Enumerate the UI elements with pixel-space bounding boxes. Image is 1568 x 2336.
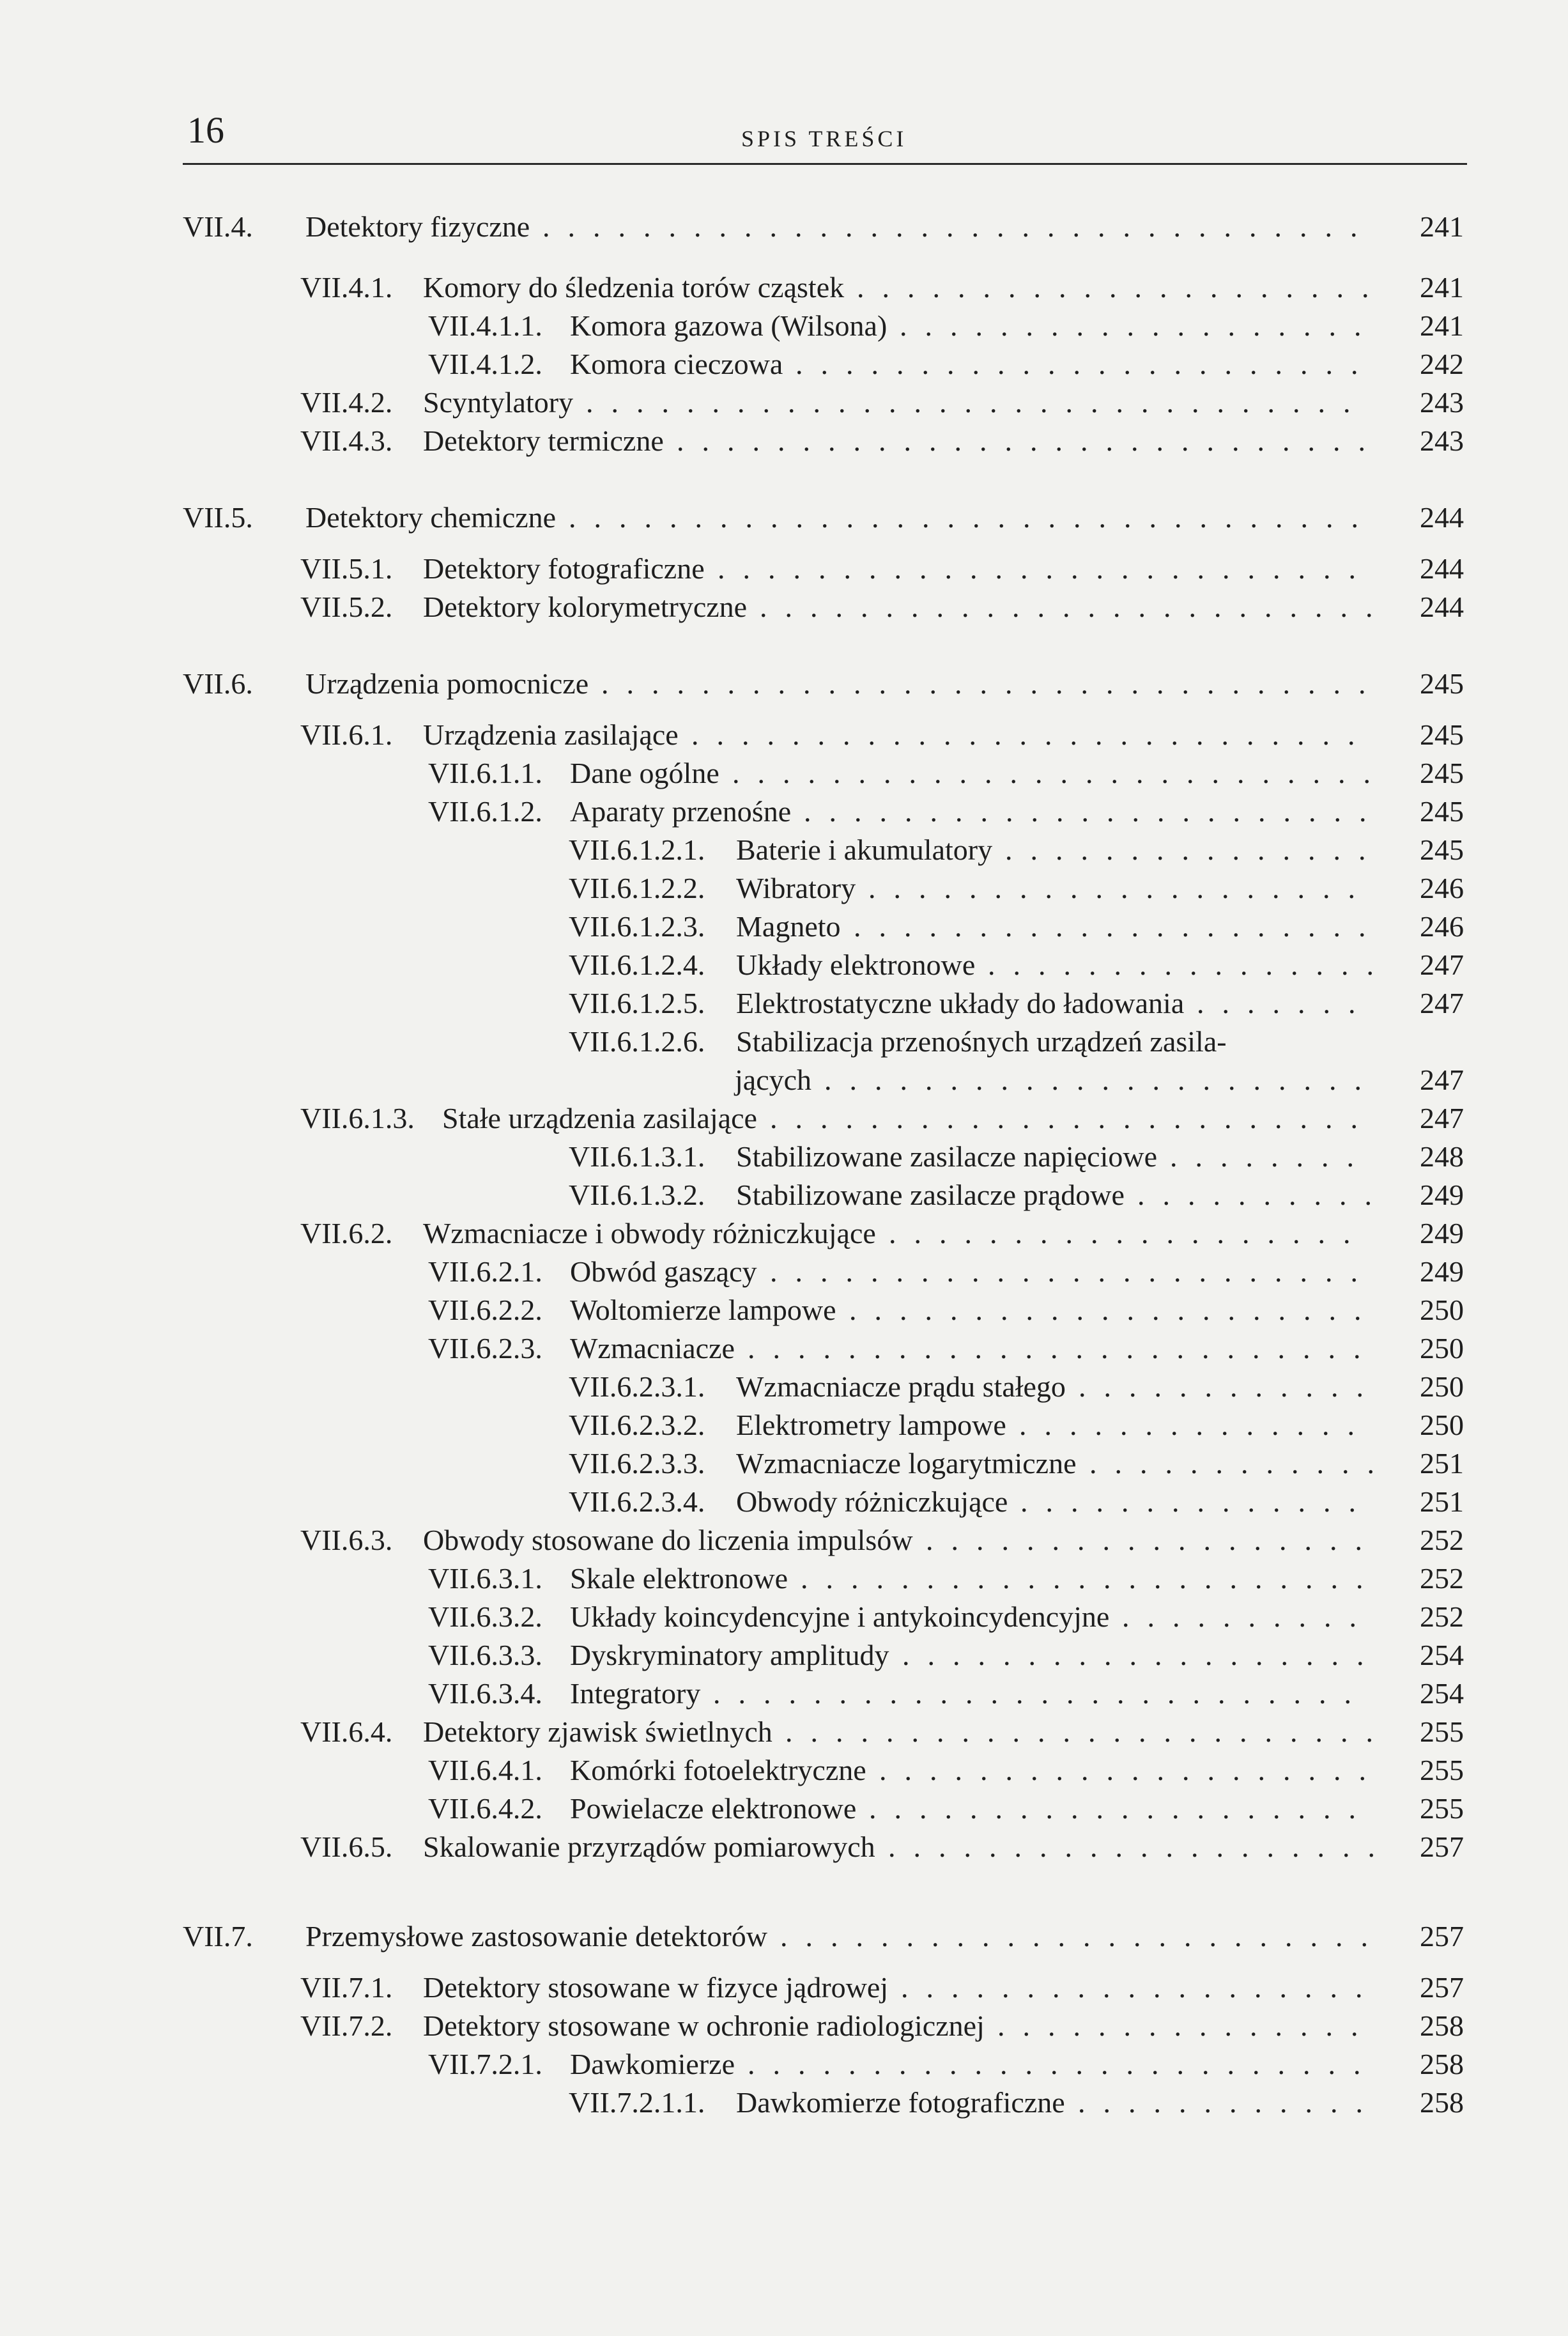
dot-leader: ................... [900,309,1380,342]
toc-entry-code: VII.6.1.3.2. [569,1179,705,1211]
toc-entry-title: Integratory [570,1677,701,1710]
dot-leader: ..................... [857,271,1387,304]
toc-entry-page: 255 [1420,1792,1464,1825]
toc-entry-page: 250 [1420,1294,1464,1326]
toc-entry [0,1969,1482,2007]
toc-entry [0,1061,1482,1099]
toc-entry [0,2045,1482,2084]
toc-entry-page: 258 [1420,2048,1464,2080]
dot-leader: ........................ [780,1920,1386,1953]
toc-entry [0,550,1482,588]
dot-leader: ............... [1005,833,1384,866]
toc-entry-code: VII.6.1.1. [428,757,542,789]
toc-entry-code: VII.7.1. [300,1971,393,2004]
dot-leader: ........................ [785,1715,1391,1748]
toc-entry-page: 258 [1420,2009,1464,2042]
toc-entry-page: 249 [1420,1255,1464,1288]
dot-leader: ............ [1079,1370,1381,1403]
toc-entry-title: Detektory stosowane w fizyce jądrowej [423,1971,889,2004]
toc-entry-page: 244 [1420,591,1464,623]
dot-leader: .................... [888,1830,1393,1863]
toc-entry [0,1291,1482,1329]
toc-entry [0,1214,1482,1253]
toc-entry-page: 257 [1420,1830,1464,1863]
toc-entry-code: VII.6.2. [300,1217,393,1249]
toc-entry-title: Wzmacniacze logarytmiczne [736,1447,1077,1480]
toc-entry-code: VII.6.1.2.6. [569,1025,705,1058]
toc-entry-code: VII.6.3.3. [428,1639,542,1671]
toc-entry-title: Wibratory [736,872,856,904]
toc-entry-page: 250 [1420,1409,1464,1441]
toc-entry-page: 247 [1420,1102,1464,1134]
toc-entry [0,588,1482,626]
toc-entry-title: Detektory chemiczne [305,501,557,534]
dot-leader: ........................ [770,1255,1376,1288]
dot-leader: ................................ [569,501,1376,534]
toc-entry-page: 245 [1420,795,1464,828]
dot-leader: .......................... [718,552,1374,585]
dot-leader: ................... [901,1971,1381,2004]
toc-entry [0,946,1482,984]
toc-entry-title: Elektrostatyczne układy do ładowania [736,987,1185,1019]
toc-entry-title: Stabilizacja przenośnych urządzeń zasila- [736,1025,1227,1058]
dot-leader: ............................ [677,424,1383,457]
toc-entry [0,1099,1482,1138]
toc-entry-code: VII.6.5. [300,1830,393,1863]
toc-entry-code: VII.6.3. [300,1524,393,1556]
toc-entry [0,1828,1482,1866]
toc-entry-code: VII.6.1.2.1. [569,833,705,866]
dot-leader: ..................... [854,910,1384,943]
toc-entry-code: VII.7.2. [300,2009,393,2042]
toc-entry [0,1138,1482,1176]
toc-entry-page: 257 [1420,1920,1464,1953]
toc-entry [0,793,1482,831]
toc-entry-code: VII.5.2. [300,591,393,623]
toc-entry [0,1790,1482,1828]
toc-entry-title: Stałe urządzenia zasilające [442,1102,757,1134]
dot-leader: .................... [868,872,1373,904]
toc-entry-code: VII.6.3.2. [428,1600,542,1633]
toc-entry-page: 251 [1420,1447,1464,1480]
toc-entry-page: 252 [1420,1600,1464,1633]
toc-entry-code: VII.6.4. [300,1715,393,1748]
toc-entry [0,754,1482,793]
toc-entry [0,1559,1482,1598]
toc-entry-page: 257 [1420,1971,1464,2004]
toc-entry [0,1023,1482,1061]
toc-entry-title: Elektrometry lampowe [736,1409,1006,1441]
toc-entry [0,422,1482,460]
toc-entry [0,831,1482,869]
toc-entry [0,1483,1482,1521]
toc-entry [0,2007,1482,2045]
toc-entry-page: 252 [1420,1524,1464,1556]
toc-entry-page: 254 [1420,1639,1464,1671]
toc-entry [0,307,1482,345]
dot-leader: .................... [869,1792,1374,1825]
toc-entry [0,1329,1482,1368]
page-number: 16 [187,109,224,151]
toc-entry-page: 244 [1420,501,1464,534]
toc-entry-page: 241 [1420,210,1464,243]
toc-entry-code: VII.6.4.1. [428,1754,542,1786]
dot-leader: ...................... [824,1064,1380,1096]
toc-entry [0,665,1482,703]
toc-entry-page: 254 [1420,1677,1464,1710]
toc-entry-code: VII.4.1. [300,271,393,304]
toc-entry-page: 245 [1420,718,1464,751]
toc-entry-title: Scyntylatory [423,386,574,419]
dot-leader: ............ [1078,2086,1381,2119]
dot-leader: ................... [902,1639,1382,1671]
toc-entry [0,908,1482,946]
toc-entry-page: 245 [1420,757,1464,789]
toc-entry-title: Powielacze elektronowe [570,1792,857,1825]
toc-entry-code: VII.6.1.2.5. [569,987,705,1019]
toc-entry-code: VII.6. [183,667,253,700]
toc-entry-title: Dawkomierze fotograficzne [736,2086,1065,2119]
toc-entry [0,345,1482,383]
dot-leader: ....................... [801,1562,1381,1595]
toc-entry-page: 246 [1420,910,1464,943]
dot-leader: ........................... [691,718,1373,751]
toc-entry-title: Stabilizowane zasilacze napięciowe [736,1140,1158,1173]
toc-entry-page: 252 [1420,1562,1464,1595]
toc-entry [0,1406,1482,1444]
toc-entry [0,2084,1482,2122]
toc-entry-code: VII.4. [183,210,253,243]
dot-leader: ................... [889,1217,1369,1249]
toc-entry-code: VII.6.2.3.2. [569,1409,705,1441]
toc-entry-code: VII.7. [183,1920,253,1953]
toc-entry-page: 250 [1420,1332,1464,1365]
toc-entry [0,1176,1482,1214]
toc-entry-code: VII.5.1. [300,552,393,585]
toc-entry-code: VII.5. [183,501,253,534]
dot-leader: ..................... [849,1294,1380,1326]
dot-leader: ......................... [748,2048,1379,2080]
toc-entry-title: Aparaty przenośne [570,795,792,828]
toc-entry [0,716,1482,754]
toc-entry-page: 247 [1420,948,1464,981]
toc-entry-title: jących [735,1064,812,1096]
toc-entry-title: Obwody różniczkujące [736,1485,1008,1518]
toc-entry-code: VII.6.3.1. [428,1562,542,1595]
toc-entry-title: Wzmacniacze i obwody różniczkujące [423,1217,876,1249]
toc-entry-code: VII.4.1.2. [428,348,542,380]
toc-entry-title: Dyskryminatory amplitudy [570,1639,889,1671]
toc-entry-code: VII.6.2.2. [428,1294,542,1326]
toc-entry-page: 247 [1420,1064,1464,1096]
toc-entry-page: 250 [1420,1370,1464,1403]
dot-leader: ....................... [804,795,1385,828]
toc-entry-page: 241 [1420,271,1464,304]
toc-entry-page: 243 [1420,424,1464,457]
toc-entry [0,1444,1482,1483]
toc-entry-title: Detektory termiczne [423,424,664,457]
toc-entry-code: VII.4.1.1. [428,309,542,342]
toc-entry-title: Detektory stosowane w ochronie radiologicznej [423,2009,985,2042]
dot-leader: .................. [926,1524,1380,1556]
dot-leader: ......................... [760,591,1391,623]
toc-entry-code: VII.6.2.1. [428,1255,542,1288]
toc-entry [0,1636,1482,1675]
toc-entry-code: VII.6.4.2. [428,1792,542,1825]
toc-entry-page: 241 [1420,309,1464,342]
header-rule [183,163,1467,165]
toc-entry-title: Komórki fotoelektryczne [570,1754,866,1786]
dot-leader: .............. [1020,1485,1374,1518]
toc-entry-page: 248 [1420,1140,1464,1173]
toc-entry-code: VII.6.1.2.3. [569,910,705,943]
toc-entry-title: Wzmacniacze prądu stałego [736,1370,1066,1403]
toc-entry-page: 242 [1420,348,1464,380]
toc-entry-page: 245 [1420,667,1464,700]
dot-leader: ....... [1197,987,1374,1019]
dot-leader: ....................... [796,348,1376,380]
dot-leader: ........ [1170,1140,1372,1173]
toc-entry [0,1917,1482,1956]
toc-entry-code: VII.6.2.3.4. [569,1485,705,1518]
toc-entry-title: Komora cieczowa [570,348,783,380]
dot-leader: ............... [997,2009,1376,2042]
toc-entry [0,984,1482,1023]
toc-entry-title: Przemysłowe zastosowanie detektorów [305,1920,768,1953]
toc-entry-title: Wzmacniacze [570,1332,735,1365]
toc-entry-page: 244 [1420,552,1464,585]
toc-entry-page: 249 [1420,1179,1464,1211]
dot-leader: ................................. [542,210,1376,243]
toc-entry [0,1751,1482,1790]
toc-entry-code: VII.6.2.3. [428,1332,542,1365]
toc-entry-title: Komory do śledzenia torów cząstek [423,271,845,304]
toc-entry [0,869,1482,908]
toc-entry-code: VII.7.2.1.1. [569,2086,705,2119]
dot-leader: .......................... [732,757,1388,789]
dot-leader: ............................... [586,386,1369,419]
toc-entry-code: VII.4.2. [300,386,393,419]
toc-entry-title: Dane ogólne [570,757,719,789]
toc-entry-page: 249 [1420,1217,1464,1249]
toc-entry-code: VII.6.3.4. [428,1677,542,1710]
toc-entry-title: Detektory kolorymetryczne [423,591,748,623]
dot-leader: .................... [879,1754,1384,1786]
toc-entry-title: Obwód gaszący [570,1255,757,1288]
dot-leader: .......................... [713,1677,1369,1710]
dot-leader: ............................... [601,667,1384,700]
toc-entry-title: Detektory zjawisk świetlnych [423,1715,772,1748]
toc-entry-title: Układy elektronowe [736,948,976,981]
running-header-title: SPIS TREŚCI [741,126,907,151]
toc-entry-title: Stabilizowane zasilacze prądowe [736,1179,1125,1211]
toc-entry-code: VII.6.1.2.4. [569,948,705,981]
toc-entry-code: VII.6.1.2. [428,795,542,828]
toc-entry-page: 258 [1420,2086,1464,2119]
toc-entry-page: 243 [1420,386,1464,419]
toc-entry-code: VII.6.1.2.2. [569,872,705,904]
toc-entry [0,1253,1482,1291]
toc-entry-page: 255 [1420,1754,1464,1786]
toc-entry [0,208,1482,246]
dot-leader: .......... [1122,1600,1374,1633]
toc-entry-title: Skale elektronowe [570,1562,788,1595]
toc-entry [0,1598,1482,1636]
toc-entry-code: VII.6.1.3. [300,1102,415,1134]
toc-entry-code: VII.6.2.3.3. [569,1447,705,1480]
toc-entry-title: Urządzenia zasilające [423,718,679,751]
toc-entry-page: 255 [1420,1715,1464,1748]
toc-entry-page: 247 [1420,987,1464,1019]
dot-leader: ........................ [770,1102,1376,1134]
toc-entry-code: VII.7.2.1. [428,2048,542,2080]
toc-entry [0,383,1482,422]
toc-entry-title: Baterie i akumulatory [736,833,993,866]
toc-entry-title: Skalowanie przyrządów pomiarowych [423,1830,875,1863]
toc-entry-page: 245 [1420,833,1464,866]
toc-entry [0,1713,1482,1751]
dot-leader: ............ [1089,1447,1392,1480]
toc-entry [0,1521,1482,1559]
toc-entry-code: VII.6.1.3.1. [569,1140,705,1173]
toc-entry-title: Dawkomierze [570,2048,735,2080]
toc-entry-title: Obwody stosowane do liczenia impulsów [423,1524,913,1556]
toc-entry-code: VII.6.1. [300,718,393,751]
toc-entry-page: 251 [1420,1485,1464,1518]
toc-entry-title: Magneto [736,910,841,943]
toc-entry-title: Detektory fotograficzne [423,552,705,585]
toc-entry-title: Woltomierze lampowe [570,1294,836,1326]
toc-entry-title: Komora gazowa (Wilsona) [570,309,888,342]
toc-entry [0,1675,1482,1713]
toc-entry-code: VII.4.3. [300,424,393,457]
toc-entry-title: Detektory fizyczne [305,210,530,243]
dot-leader: .............. [1019,1409,1372,1441]
dot-leader: ......................... [748,1332,1379,1365]
toc-entry-page: 246 [1420,872,1464,904]
toc-entry [0,499,1482,537]
toc-entry [0,1368,1482,1406]
dot-leader: ................ [988,948,1392,981]
toc-entry-title: Układy koincydencyjne i antykoincydencyjne [570,1600,1110,1633]
toc-entry-code: VII.6.2.3.1. [569,1370,705,1403]
dot-leader: .......... [1137,1179,1390,1211]
toc-entry-title: Urządzenia pomocnicze [305,667,589,700]
toc-entry [0,268,1482,307]
